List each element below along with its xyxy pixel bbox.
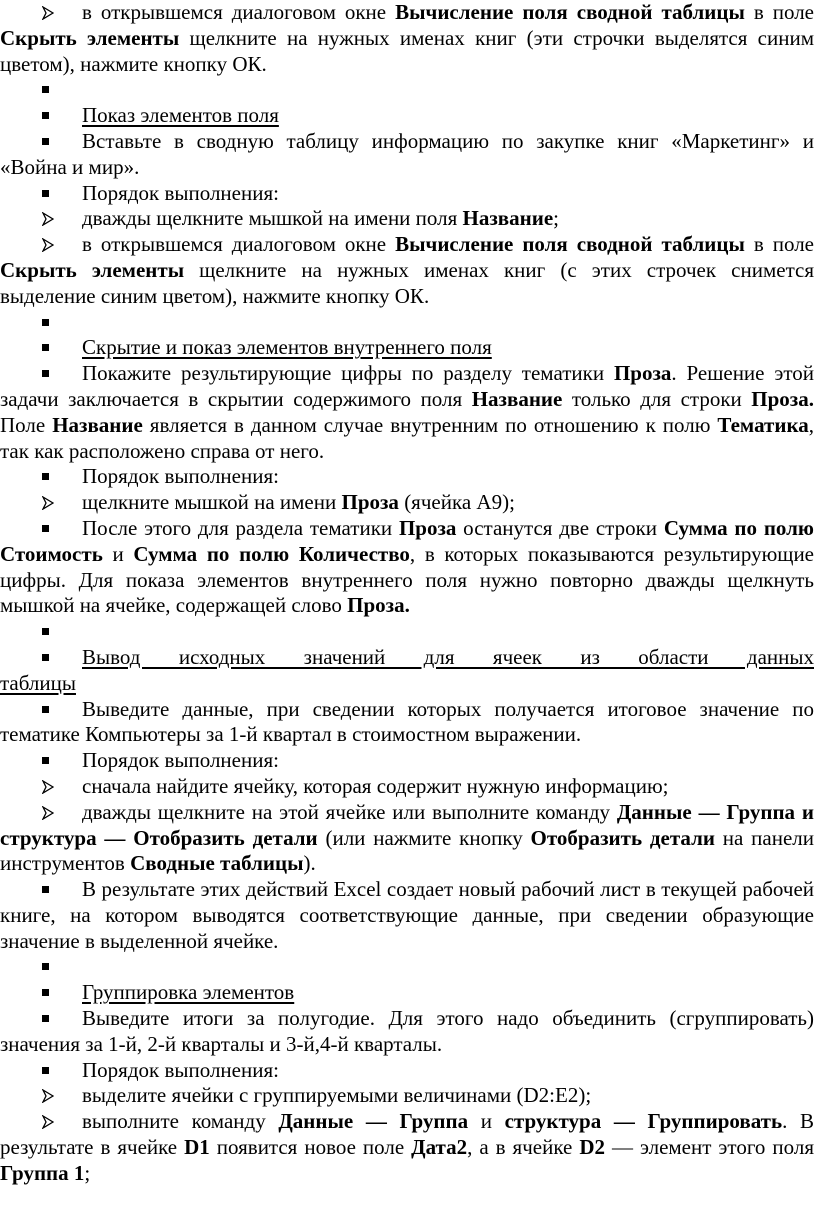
paragraph — [0, 1109, 814, 1186]
text-run: выделите ячейки с группируемыми величинами (D2:E2); — [82, 1083, 592, 1108]
square-bullet-icon — [42, 706, 49, 713]
arrowhead-bullet-icon — [42, 212, 54, 226]
section-heading: Показ элементов поля — [82, 103, 279, 128]
square-bullet-icon — [42, 989, 49, 996]
bold-term: Проза — [398, 515, 457, 540]
text-run: ). — [303, 851, 316, 876]
bold-term: Сводные таблицы — [130, 851, 304, 876]
text-run: щелкните на нужных именах книг (с этих строчек снимется выделение синим цветом), нажмите кнопку ОК. — [0, 257, 814, 308]
text-run: Выведите данные, при сведении которых получается итоговое значение по тематике Компьютеры за 1-й квартал в стоимостном выражении. — [0, 696, 814, 747]
square-bullet-icon — [42, 628, 49, 635]
text-run: появится новое поле — [209, 1135, 412, 1160]
square-bullet-icon — [42, 1067, 49, 1074]
bold-term: Проза. — [347, 593, 410, 618]
bold-term: Вычисление поля сводной таблицы — [395, 0, 745, 24]
square-bullet-icon — [42, 86, 49, 93]
empty-bullet-paragraph — [0, 954, 814, 980]
section-heading: Группировка элементов — [82, 980, 295, 1005]
text-run: останутся две строки — [456, 515, 664, 540]
square-bullet-icon — [42, 757, 49, 764]
paragraph — [0, 516, 814, 619]
text-run: в открывшемся диалоговом окне — [82, 0, 396, 24]
square-bullet-icon — [42, 963, 49, 970]
text-run: (ячейка А9); — [398, 490, 515, 515]
section-heading-continuation — [0, 671, 814, 697]
text-run: выполните команду — [82, 1109, 279, 1134]
bold-term: Отобразить детали — [530, 825, 715, 850]
text-run: Поле — [0, 412, 53, 437]
bold-term: структура — Группировать — [504, 1109, 783, 1134]
arrowhead-bullet-icon — [42, 496, 54, 510]
paragraph — [0, 464, 814, 490]
text-run: — элемент этого поля — [605, 1135, 814, 1160]
bold-term: Сумма по полю Стоимость — [0, 515, 814, 566]
text-run: щелкните мышкой на имени — [82, 490, 342, 515]
section-heading: Вывод исходных значений для ячеек из области данных — [82, 644, 814, 669]
bold-term: Данные — Группа — [278, 1109, 469, 1134]
arrowhead-bullet-icon — [42, 1115, 54, 1129]
text-run: ; — [553, 206, 560, 231]
bold-term: Скрыть элементы — [0, 25, 180, 50]
bold-term: D2 — [579, 1135, 605, 1160]
bold-term: Проза — [613, 361, 672, 386]
text-run: является в данном случае внутренним по отношению к полю — [142, 412, 718, 437]
square-bullet-icon — [42, 344, 49, 351]
bold-term: Тематика — [717, 412, 809, 437]
bold-term: Данные — Группа и структура — Отобразить детали — [0, 799, 814, 850]
text-run: , а в ячейке — [467, 1135, 580, 1160]
arrowhead-bullet-icon — [42, 780, 54, 794]
text-run: в поле — [744, 232, 814, 257]
square-bullet-icon — [42, 112, 49, 119]
text-run: Порядок выполнения: — [82, 464, 279, 489]
paragraph — [0, 774, 814, 800]
paragraph — [0, 232, 814, 309]
bold-term: Название — [52, 412, 143, 437]
paragraph — [0, 800, 814, 877]
paragraph — [0, 1058, 814, 1084]
bold-term: Вычисление поля сводной таблицы — [395, 232, 745, 257]
text-run: . Решение этой задачи заключается в скрытии содержимого поля — [0, 361, 814, 411]
bold-term: Скрыть элементы — [0, 257, 185, 282]
text-run: щелкните на нужных именах книг (эти строчки выделятся синим цветом), нажмите кнопку ОК. — [0, 25, 814, 76]
paragraph — [0, 748, 814, 774]
bold-term: Проза. — [751, 386, 814, 411]
square-bullet-icon — [42, 138, 49, 145]
text-run: в поле — [744, 0, 814, 24]
section-heading: Скрытие и показ элементов внутреннего поля — [82, 335, 492, 360]
text-run: Выведите итоги за полугодие. Для этого надо объединить (сгруппировать) значения за 1-й, 2-й кварталы и 3-й,4-й кварталы. — [0, 1006, 814, 1056]
bold-term: Название — [471, 386, 563, 411]
bold-term: Дата2 — [411, 1135, 468, 1160]
text-run: Порядок выполнения: — [82, 1057, 279, 1082]
text-run: на панели инструментов — [0, 825, 814, 876]
square-bullet-icon — [42, 370, 49, 377]
bold-term: Название — [462, 206, 554, 231]
paragraph — [0, 1006, 814, 1058]
arrowhead-bullet-icon — [42, 238, 54, 252]
text-run: Вставьте в сводную таблицу информацию по закупке книг «Маркетинг» и «Война и мир». — [0, 128, 814, 179]
paragraph — [0, 0, 814, 77]
square-bullet-icon — [42, 1015, 49, 1022]
text-run: Покажите результирующие цифры по разделу тематики — [82, 361, 614, 386]
square-bullet-icon — [42, 654, 49, 661]
paragraph — [0, 645, 814, 671]
square-bullet-icon — [42, 319, 49, 326]
text-run: сначала найдите ячейку, которая содержит нужную информацию; — [82, 773, 669, 798]
square-bullet-icon — [42, 190, 49, 197]
text-run: . В результате в ячейке — [0, 1109, 814, 1160]
paragraph — [0, 103, 814, 129]
arrowhead-bullet-icon — [42, 806, 54, 820]
paragraph — [0, 877, 814, 954]
section-heading: таблицы — [0, 670, 76, 695]
text-run: Порядок выполнения: — [82, 180, 279, 205]
square-bullet-icon — [42, 886, 49, 893]
text-run: , так как расположено справа от него. — [0, 412, 814, 463]
text-run: ; — [84, 1160, 91, 1185]
paragraph — [0, 980, 814, 1006]
square-bullet-icon — [42, 525, 49, 532]
empty-bullet-paragraph — [0, 77, 814, 103]
text-run: и — [102, 541, 134, 566]
text-run: в открывшемся диалоговом окне — [82, 232, 396, 257]
paragraph — [0, 129, 814, 181]
paragraph — [0, 361, 814, 464]
bold-term: Сумма по полю Количество — [133, 541, 410, 566]
paragraph — [0, 697, 814, 749]
text-run: только для строки — [562, 386, 752, 411]
bold-term: Группа 1 — [0, 1160, 85, 1185]
arrowhead-bullet-icon — [42, 6, 54, 20]
paragraph — [0, 335, 814, 361]
paragraph — [0, 1083, 814, 1109]
empty-bullet-paragraph — [0, 310, 814, 336]
bold-term: D1 — [184, 1135, 210, 1160]
paragraph — [0, 206, 814, 232]
text-run: (или нажмите кнопку — [317, 825, 531, 850]
text-run: В результате этих действий Excel создает новый рабочий лист в текущей рабочей книге, на котором выводятся соответствующие данные, при сведении образующие значение в выделенной ячейке. — [0, 877, 814, 953]
text-run: дважды щелкните мышкой на имени поля — [82, 206, 463, 231]
empty-bullet-paragraph — [0, 619, 814, 645]
text-run: После этого для раздела тематики — [82, 515, 399, 540]
square-bullet-icon — [42, 473, 49, 480]
bold-term: Проза — [341, 490, 399, 515]
arrowhead-bullet-icon — [42, 1089, 54, 1103]
text-run: , в которых показываются результирующие цифры. Для показа элементов внутреннего поля нужно повторно дважды щелкнуть мышкой на ячейке, содержащей слово — [0, 541, 815, 618]
text-run: Порядок выполнения: — [82, 748, 279, 773]
text-run: дважды щелкните на этой ячейке или выполните команду — [82, 799, 617, 824]
text-run: и — [468, 1109, 505, 1134]
paragraph — [0, 490, 814, 516]
paragraph — [0, 181, 814, 207]
